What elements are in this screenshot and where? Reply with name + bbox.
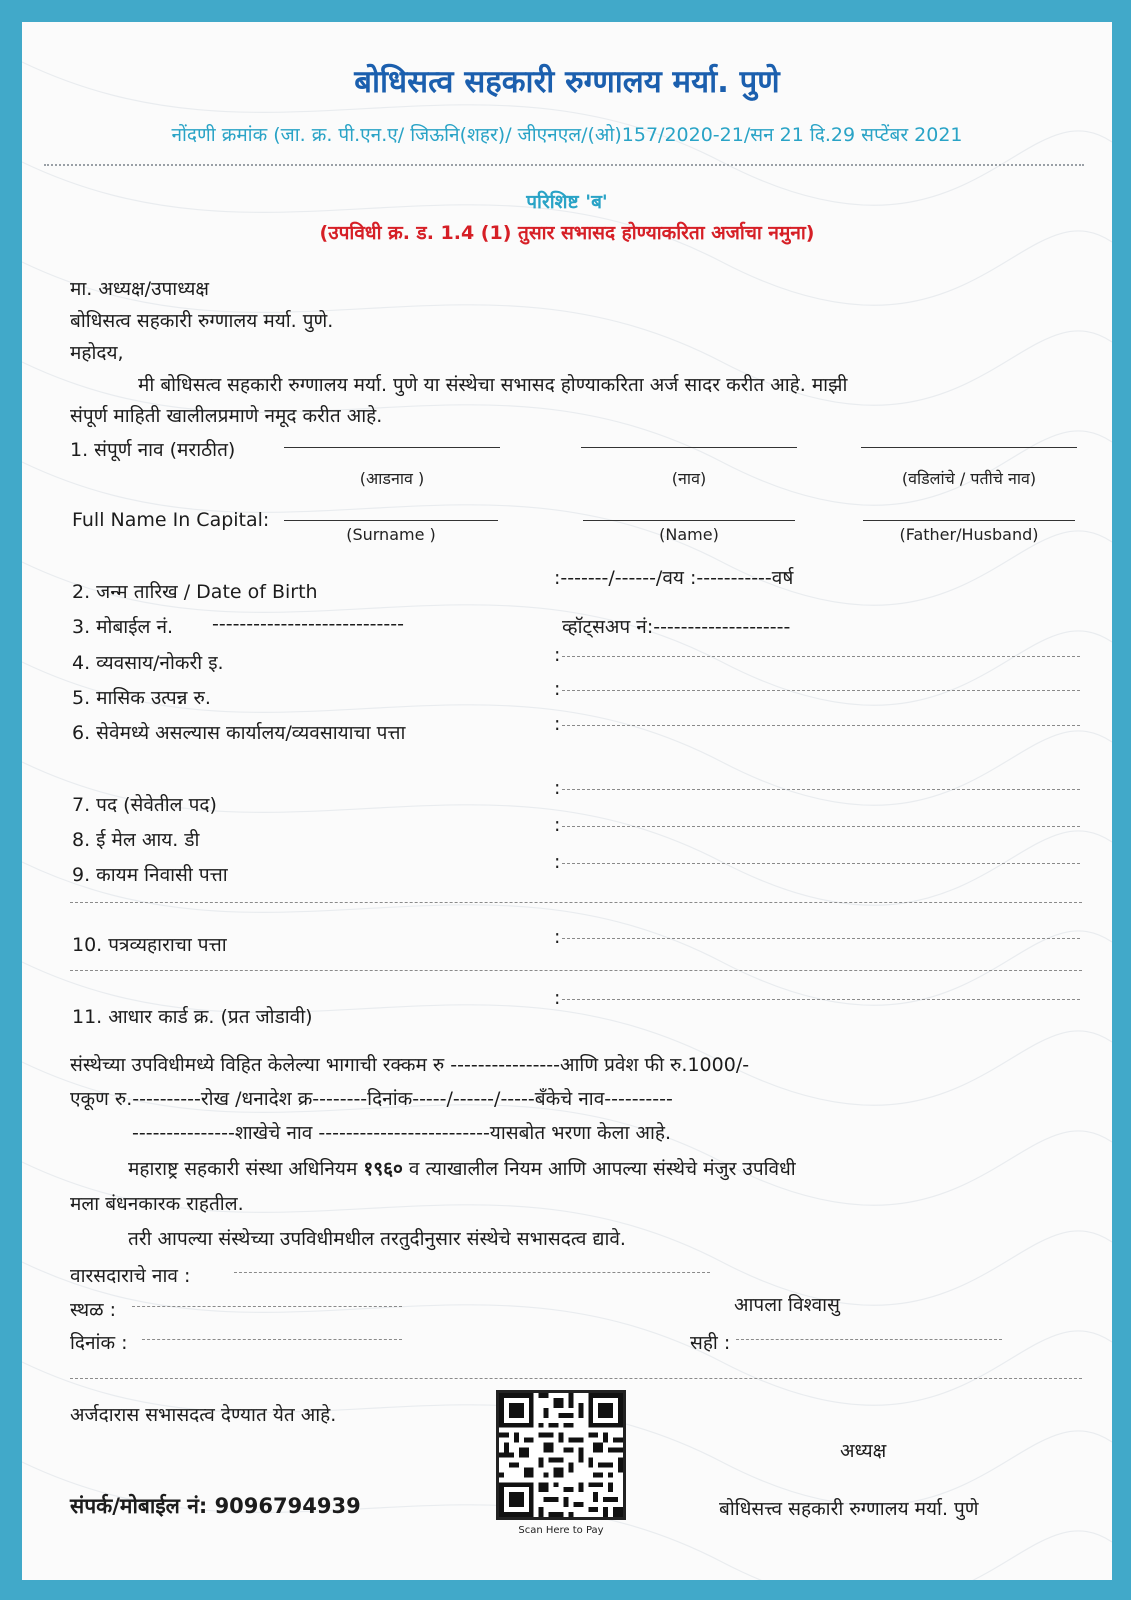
organization-title: बोधिसत्व सहकारी रुग्णालय मर्या. पुणे [354, 64, 780, 100]
dob-age-blank[interactable]: :-------/------/वय :-----------वर्ष [554, 567, 794, 589]
name-en-line[interactable] [583, 520, 795, 521]
registration-number: नोंदणी क्रमांक (जा. क्र. पी.एन.ए/ जिऊनि(शहर)/ जीएनएल/(ओ)157/2020-21/सन 21 दि.29 सप्टेंबर 2021 [171, 124, 963, 146]
payment-line-3: ---------------शाखेचे नाव -------------------------यासबोत भरणा केला आहे. [132, 1122, 672, 1144]
field-mobile-label: 3. मोबाईल नं. [72, 616, 174, 638]
field-permanent-address-label: 9. कायम निवासी पत्ता [72, 864, 228, 886]
date-label: दिनांक : [70, 1332, 128, 1354]
qr-code-icon [499, 1393, 623, 1517]
correspondence-colon: : [554, 926, 561, 948]
field-dob-label: 2. जन्म तारिख / Date of Birth [72, 581, 318, 603]
correspondence-blank[interactable] [562, 938, 1080, 939]
father-en-line[interactable] [863, 520, 1075, 521]
name-en-caption: (Name) [659, 525, 719, 544]
income-colon: : [554, 678, 561, 700]
email-blank[interactable] [562, 826, 1080, 827]
field-email-label: 8. ई मेल आय. डी [72, 829, 200, 851]
permanent-address-blank[interactable] [562, 863, 1080, 864]
field-office-address-label: 6. सेवेमध्ये असल्यास कार्यालय/व्यवसायाचा पत्ता [72, 722, 406, 744]
membership-granted-note: अर्जदारास सभासदत्व देण्यात येत आहे. [70, 1404, 337, 1426]
income-blank[interactable] [562, 690, 1080, 691]
surname-mr-caption: (आडनाव ) [359, 469, 425, 488]
father-mr-line[interactable] [861, 447, 1077, 448]
field-designation-label: 7. पद (सेवेतील पद) [72, 794, 217, 816]
date-blank[interactable] [142, 1339, 402, 1340]
name-mr-caption: (नाव) [671, 469, 707, 488]
president-title: अध्यक्ष [840, 1440, 887, 1462]
permanent-address-line2[interactable] [70, 902, 1082, 903]
act-line-1 [128, 1155, 796, 1181]
whatsapp-blank[interactable]: व्हॉट्सअप नं:-------------------- [562, 616, 791, 638]
mobile-blank[interactable]: ---------------------------- [212, 613, 404, 635]
organization-footer-name: बोधिसत्त्व सहकारी रुग्णालय मर्या. पुणे [719, 1498, 979, 1520]
name-mr-line[interactable] [581, 447, 797, 448]
occupation-colon: : [554, 644, 561, 666]
addressee-org: बोधिसत्व सहकारी रुग्णालय मर्या. पुणे. [70, 310, 334, 332]
intro-paragraph-line1: मी बोधिसत्व सहकारी रुग्णालय मर्या. पुणे या संस्थेचा सभासद होण्याकरिता अर्ज सादर करीत आहे. माझी [138, 374, 848, 396]
field-name-capital-label: Full Name In Capital: [72, 509, 270, 531]
payment-qr-code[interactable] [496, 1390, 626, 1520]
yours-faithfully: आपला विश्वासु [734, 1294, 840, 1316]
signature-label: सही : [690, 1332, 731, 1354]
field-correspondence-label: 10. पत्रव्यहाराचा पत्ता [72, 934, 227, 956]
intro-paragraph-line2: संपूर्ण माहिती खालीलप्रमाणे नमूद करीत आहे. [70, 405, 383, 427]
payment-line-1: संस्थेच्या उपविधीमध्ये विहित केलेल्या भागाची रक्कम रु ----------------आणि प्रवेश फी रु.1000/- [70, 1054, 750, 1076]
field-income-label: 5. मासिक उत्पन्न रु. [72, 687, 211, 709]
application-form-page [22, 22, 1112, 1580]
surname-mr-line[interactable] [284, 447, 500, 448]
annex-heading: परिशिष्ट 'ब' [526, 191, 608, 213]
permanent-address-colon: : [554, 851, 561, 873]
act-line-2: मला बंधनकारक राहतील. [70, 1193, 244, 1215]
membership-request: तरी आपल्या संस्थेच्या उपविधीमधील तरतुदीनुसार संस्थेचे सभासदत्व द्यावे. [128, 1228, 626, 1250]
field-aadhar-label: 11. आधार कार्ड क्र. (प्रत जोडावी) [72, 1006, 313, 1028]
aadhar-blank[interactable] [562, 999, 1080, 1000]
designation-colon: : [554, 777, 561, 799]
place-label: स्थळ : [70, 1299, 117, 1321]
place-blank[interactable] [132, 1306, 402, 1307]
contact-mobile: संपर्क/मोबाईल नं: 9096794939 [70, 1494, 361, 1518]
email-colon: : [554, 814, 561, 836]
aadhar-colon: : [554, 987, 561, 1009]
heir-name-label: वारसदाराचे नाव : [70, 1265, 191, 1287]
office-address-blank[interactable] [562, 725, 1080, 726]
bylaw-reference: (उपविधी क्र. ड. 1.4 (1) तुसार सभासद होण्याकरिता अर्जाचा नमुना) [319, 222, 815, 244]
act-year: १९६० [363, 1158, 403, 1180]
surname-en-line[interactable] [284, 520, 498, 521]
field-occupation-label: 4. व्यवसाय/नोकरी इ. [72, 652, 224, 674]
signature-blank[interactable] [736, 1339, 1002, 1340]
surname-en-caption: (Surname ) [346, 525, 436, 544]
occupation-blank[interactable] [562, 656, 1080, 657]
designation-blank[interactable] [562, 789, 1080, 790]
field-name-marathi-label: 1. संपूर्ण नाव (मराठीत) [70, 439, 236, 461]
addressee-line: मा. अध्यक्ष/उपाध्यक्ष [70, 278, 209, 300]
act-text-rest: व त्याखालील नियम आणि आपल्या संस्थेचे मंजुर उपविधी [402, 1158, 796, 1180]
father-en-caption: (Father/Husband) [899, 525, 1039, 544]
office-address-colon: : [554, 713, 561, 735]
heir-name-blank[interactable] [234, 1272, 710, 1273]
correspondence-line2[interactable] [70, 970, 1082, 971]
qr-caption: Scan Here to Pay [518, 1525, 604, 1536]
salutation: महोदय, [70, 342, 124, 364]
act-text: महाराष्ट्र सहकारी संस्था अधिनियम [128, 1158, 364, 1180]
payment-line-2: एकूण रु.----------रोख /धनादेश क्र--------दिनांक-----/------/-----बँकेचे नाव---------- [70, 1088, 673, 1110]
header-divider [44, 164, 1084, 166]
father-mr-caption: (वडिलांचे / पतीचे नाव) [901, 469, 1037, 488]
footer-divider [70, 1378, 1082, 1379]
